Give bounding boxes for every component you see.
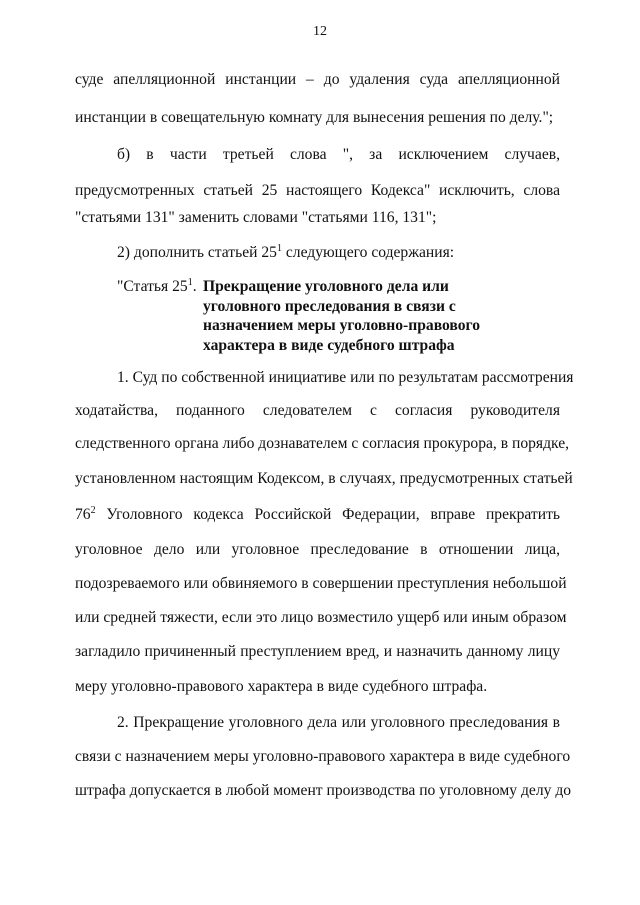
item-2-superscript: 1 — [276, 242, 282, 254]
clause-2-line-2: связи с назначением меры уголовно-правового характера в виде судебного — [75, 748, 571, 765]
article-heading-prefix: "Статья $25^1$. — [117, 276, 197, 295]
clause-1-line-6: уголовное дело или уголовное преследование в отношении лица, — [75, 541, 560, 558]
clause-1-line-5: $76^2$ Уголовного кодекса Российской Федерации, вправе прекратить — [75, 504, 560, 523]
article-heading-superscript: 1 — [187, 276, 193, 288]
clause-1-line-1: 1. Суд по собственной инициативе или по результатам рассмотрения — [117, 369, 574, 386]
paragraph-b-line-2: предусмотренных статьей 25 настоящего Кодекса" исключить, слова — [75, 182, 560, 199]
clause-1-line-9: загладило причиненный преступлением вред, и назначить данному лицу — [75, 643, 560, 660]
clause-1-line-10: меру уголовно-правового характера в виде судебного штрафа. — [75, 678, 488, 695]
article-title-line: характера в виде судебного штрафа — [203, 336, 455, 354]
article-heading-title — [203, 277, 480, 355]
paragraph-a-line-1: суде апелляционной инстанции – до удаления суда апелляционной — [75, 71, 560, 88]
article-title-line: назначением меры уголовно-правового — [203, 317, 481, 334]
article-title-line: уголовного преследования в связи с — [203, 297, 456, 315]
clause-1-line-2: ходатайства, поданного следователем с согласия руководителя — [75, 402, 560, 419]
paragraph-b-line-3: "статьями 131" заменить словами "статьями 116, 131"; — [75, 209, 437, 226]
page-number: 12 — [313, 24, 327, 39]
article-title-line: Прекращение уголовного дела или — [203, 278, 449, 295]
paragraph-a-line-2: инстанции в совещательную комнату для вынесения решения по делу."; — [75, 109, 554, 126]
clause-1-line-7: подозреваемого или обвиняемого в совершении преступления небольшой — [75, 575, 567, 592]
paragraph-b-line-1: б) в части третьей слова ", за исключением случаев, — [117, 146, 560, 163]
clause-2-line-3: штрафа допускается в любой момент производства по уголовному делу до — [75, 782, 572, 799]
item-2-line: 2) дополнить статьей $25^1$ следующего содержания: — [117, 242, 455, 261]
clause-2-line-1: 2. Прекращение уголовного дела или уголовного преследования в — [117, 714, 560, 731]
clause-1-line-8: или средней тяжести, если это лицо возместило ущерб или иным образом — [75, 609, 567, 626]
clause-1-line-3: следственного органа либо дознавателем с согласия прокурора, в порядке, — [75, 435, 570, 452]
clause-1-superscript: 2 — [90, 504, 96, 516]
clause-1-line-4: установленном настоящим Кодексом, в случаях, предусмотренных статьей — [75, 470, 573, 487]
